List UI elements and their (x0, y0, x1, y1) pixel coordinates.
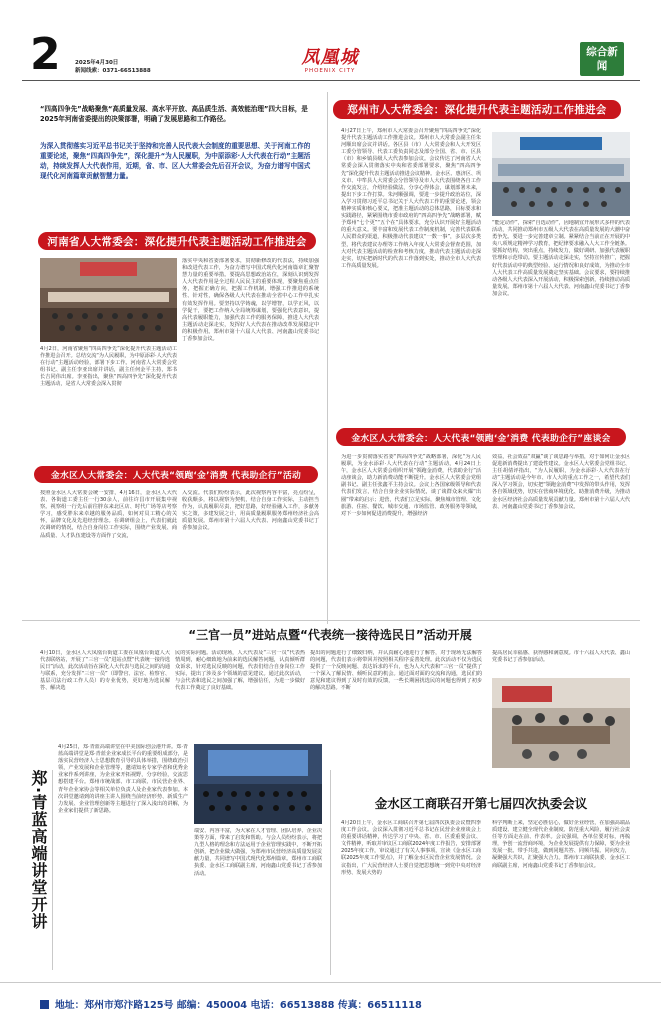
sanguan-col2: 民的实际问题。活动现场，人大代表及“三官一员”代表热情周到，耐心细致地为前来的选民解答问题，认真倾听群众诉求，针对选民反映的问题，代表们结合自身岗位工作实际，提出了涉及多个领域的意见建议。通过此次活动，与会代表和选民之间加强了解，增强信任，为进一步做好代表工作奠定了良好基础。 (175, 650, 305, 692)
reception-photo (492, 678, 630, 768)
lecture-divider (52, 770, 53, 970)
lecture-photo (194, 744, 322, 824)
lead-summary: 为深入贯彻落实习近平总书记关于坚持和完善人民代表大会制度的重要思想、关于河南工作的重要论述，聚焦“四高四争先”，深化提升“为人民履职，为中原添彩·人大代表在行动”主题活动，持续发挥人大代表作用，近期，省、市、区人大常委会先后召开会议，为奋力谱写中国式现代化河南篇章贡献智慧力量。 (40, 142, 311, 180)
logo-chinese: 凤凰城 (301, 47, 359, 68)
sanguan-col4: 提高居民幸福感、获得感和满意度。市十六届人大代表、鑫山党委书记丁香参加活动。 (492, 650, 630, 664)
lecture-col1: 4月25日，郑·青蓝高端讲堂在中美国际创会港开讲。郑·青蓝高端讲堂是郑·青蓝企业家成长平台的重要组成部分，是落实民营经济人士思想教育引导的具体举措，围绕政治引领，产业发展和企业管理等，邀请知名专家学者和优秀企业家作系列讲座，为企业家开拓视野，分享经验，交流思想搭建平台。郑州市统战部、市工商联、市民营企业界、青年企业家协会等相关单位负责人及企业家代表参加。本次讲堂邀请到的讲座主讲人围绕当前经济形势、新质生产力发展、企业管理创新等主题进行了深入浅出的讲解，为企业家们提供了新思路。 (58, 744, 188, 814)
federation-col2: 科学判断上来，坚定必胜信心，做好企业经营，在加强高端品质建设、建立健全现代企业制度、防范重大风险，履行社会责任等方面走在前、作表率。会议强调，各单位要对标，再梳理，争创一流营商环境，为企业发展提供有力保障，要为企业发展一批、带手共进，做到同题共答、同频共振、同向发力，凝聚强大共识，汇聚强大合力。郑州市工商联执委、金水区工商联副主席，河南鑫山党委书记丁香参加会议。 (492, 820, 630, 869)
masthead (0, 0, 661, 80)
news-hotline: 新闻线索：0371-66513888 (75, 68, 151, 74)
sanguan-headline: “三官一员”进站点暨“代表统一接待选民日”活动开展 (188, 628, 472, 642)
province-headline: 河南省人大常委会：深化提升代表主题活动工作推进会 (38, 232, 316, 250)
masthead-rule (22, 80, 640, 81)
consumption-col2: 效益，社会效益“双赢”谈了谈思路与举措，对于如何让金水区促进新消费提出了建设性建议。金水区人大常委会党组书记、主任胡倩评指出，“为人民履职，为金水添彩·人大代表在行动”主题活动是今年市、市人大的重点工作之一，希望代表们深入学习领会，切实把“领跑金消费”中发挥的带头作用，发挥各自领域优势，切实在营商环境优化、助推消费升级，为推动金水区经济社会高质量发展贡献力量。郑州市第十六届人大代表、河南鑫山党委书记丁香参加会议。 (492, 454, 630, 510)
enterprise-headline: 金水区人大常委会：人大代表“领跑‘金’消费 代表助企行”活动 (34, 466, 318, 483)
municipal-headline: 郑州市人大常委会：深化提升代表主题活动工作推进会 (333, 100, 621, 119)
sanguan-photo (492, 678, 630, 768)
municipal-photo (492, 132, 630, 216)
issue-date: 2025年4月30日 (75, 60, 119, 66)
sanguan-col3: 提出的问题进行了细致归纳，并认真耐心地进行了解答，对于现场无法解答的问题，代表们表示将带回并按照相关程序妥善处理。此次活动不仅为选民提供了一个反映问题、表达诉求的平台，也为人大代表和“三官一员”提供了一个深入了解民情、倾听民意的机会。通过面对面的交流和沟通，选民们的意见和建议得到了及时有效的反馈，一些长期困扰选民的问题也得到了初步的解决思路。不断 (310, 650, 482, 692)
column-divider (327, 92, 328, 624)
sanguan-col1: 4月10日，金水区人大凤凰台街道工委在凤凰台街道人大代表联络站，开展了“三官一员”进站点暨“代表统一接待选民日”活动，此次活动旨在深化人大代表与选民之间的沟通与联系，充分发挥“三官一员”（即警官、法官、检察官、基层司法行政工作人员）的专业优势，更好地为选民解答、解决选 (40, 650, 170, 692)
enterprise-col1: 按照金水区人大常委会统一安排，4月16日，金水区人大代表、各街道工委主任一行30余人，前往许昌市开展集中视察。视察组一行先后前往胖东来北区店、时代广场等店考察学习，感受胖东来卓越的服务品质，如何对员工精心的关怀，品牌文化及先进经营理念。在调研组会上，代表们就此次调研的情况，结合自身岗位工作实际，围绕产业发展、商品质量、人才队伍建设等方面作了交流， (40, 490, 177, 539)
paper-logo (290, 48, 370, 78)
lecture-hall-photo (194, 744, 322, 824)
footer-contact: 地址：郑州市郑汴路125号 邮编：450004 电话：66513888 传真：66511118 (40, 997, 422, 1011)
page-number: 2 (30, 29, 61, 80)
province-photo (40, 258, 177, 342)
municipal-col2: “能定动作”，探索“自选动作”，因地制宜开展形式多样的代表活动，共同推动郑州市五级人大代表在高质量发展的大潮中奋勇争先。要进一步完善建章立制。紧紧结合当前正在开展的中央八项规定精神学习教育，把纪律要求融入人大工作全链条。要抓好结构，突出重点，持续发力，做好调研、加强代表履职管理和示范带动。要主题活动走深走实，坚持宣传推广，把握好代表活动中的典型经验、运行情况和良好成效，为推动全市人大代表工作高质量发展奠定坚实基础。会议要求，要持续推动各级人大代表深入开展活动，积极探索创新，持续推动高质量发展。郑州市第十六届人大代表、河南鑫山党委书记丁香参加会议。 (492, 220, 630, 297)
lecture-col2: 端安、内容丰富，为大家在人才管理、团队培养、企业决策等方面，带来了启发和帮助。与会人员纷纷表示，将把九型人格的理念和方法运用于企业管理实践中，不断开拓创新，把企业做大做强，为郑州市民营经济高质量发展贡献力量，共同谱写中国式现代化郑州篇章。郑州市工商联执委、金水区工商联副主席，河南鑫山党委书记丁香参加活动。 (194, 828, 322, 877)
municipal-col1: 4月27日上午，郑州市人大常委会召开聚焦“四高四争先”深化提升代表主题活动工作推进会议。郑州市人大常委会副主任朱河顺出席会议并讲话。各区县（市）人大常委会和人大开发区工委分管领导、代表工委负责同志及部分全国、省、市、区县（市）和乡镇县级人大代表参加会议。会议传达了河南省人大常委会深入贯彻落实中央和省委部署要求，聚焦“四高四争先”深化提升代表主题活动推进会议精神。金水区、惠济区、巩义市、中牟县人大常委会分管领导及市人大代表围绕各自工作作交流发言，介绍经验做法，分享心得体会，谋划部署未来，提出下步工作打算。朱河顺强调，要进一步提升政治站位，深入学习贯彻习近平总书记关于人大代表工作的重要论述，领会精神实质和核心要义，把准主题活动的总体思路，目标要求和实践路径，紧紧围绕市委市政府的“四高四争先”战略部署，赋予郑州“七个更”“五个在”具体要求，充分认识开展好主题活动的重大意义。要丰富和发展代表工作制度机制，完善代表联系人民群众的渠道，积极推动代表建议“一数一事”，多层次多类型，将代表建议办理等工作纳入年度人大常委会督查范围，加大对代表主题活动的检查和考核力度，推动代表主题活动走深走实，切实把新时代的代表工作落到实处，推动全市人大代表工作高质量发展。 (341, 128, 481, 269)
consumption-headline: 金水区人大常委会：人大代表“领跑‘金’消费 代表助企行”座谈会 (336, 428, 626, 446)
lecture-vertical-title: 郑·青蓝高端讲堂开讲 (29, 770, 48, 931)
enterprise-col2: 入交流。代表们纷纷表示，此次视察内容丰富，亮点纷呈，收获颇多，将以视察为契机，结合自身工作实际，主动担当作为，认真履职尽责，把好思路，好经验融入工作，多献务实之策，多建发展之计，用高质量履职服务郑州经济社会高质量发展。郑州市第十六届人大代表、河南鑫山党委书记丁香参加会议。 (182, 490, 319, 532)
municipal-meeting-photo (492, 132, 630, 216)
meeting-hall-photo (40, 258, 177, 342)
federation-headline: 金水区工商联召开第七届四次执委会议 (374, 796, 588, 811)
province-col1: 4月2日，河南省聚焦“四高四争先”深化提升代表主题活动工作推进会召开。总结交流“为人民履职，为中原添彩·人大代表在行动”主题活动经验，部署下步工作。河南省人大常委会党组书记、副主任李亚出席并讲话，副主任何金平主持，郑书长吉同伟出席。李亚指出，聚焦“四高四争先”深化提升代表主题活动，是省人大常委会深入贯彻 (40, 346, 177, 388)
section-label: 综合新闻 (580, 42, 624, 76)
consumption-col1: 为进一步贯彻落实省委“四高四争先”战略部署，深化“为人民履职，为金水添彩·人大代表在行动”主题活动，4月24日上午，金水区人大常委会组织开展“领跑金消费，代表助企行”活动座谈会，助力新消费动能不断提升。金水区人大常委会党组副书记、副主任张鑫平主持会议。会议上各国家级领导和代表代表们发言，结合自身企业实际情况，谈了谈群众来火爆“出圈”带来的启示；进营，代表们立足实际，聚焦城市管理、文化旅游、住宿、餐饮、城市交通、市场监管、政务服务等领域，对下一步如何促进消费提升，增强经济 (341, 454, 481, 517)
logo-english: PHOENIX CITY (304, 68, 356, 74)
lecture-federation-divider (330, 770, 331, 975)
federation-col1: 4月20日上午，金水区工商联召开第七届四次执委会议暨四季度工作会议。会议深入贯彻习近平总书记在民营企业座谈会上的重要讲话精神，传达学习了中央、省、市、区委重要会议、文件精神，听取并审议区工商联2024年度工作报告，安排部署2025年度工作，审议通过了有关人事事项，宣读《金水区工商联2025年度工作要点》，并了解金水区民营企业发展情况。会议指出，广大民营经济人士要自觉把思想统一到党中央对经济形势、发展大势的 (341, 820, 481, 876)
section-rule (22, 620, 640, 621)
footer-bar (0, 982, 661, 1024)
lead-intro: “四高四争先”战略聚焦“高质量发展、高水平开放、高品质生活、高效能治理”四大目标，是2025年河南省委提出的决策部署，明确了发展思路和工作路径。 (40, 105, 308, 123)
province-col2: 落实中央和省委部署要求，贯彻新修改的代表法，持续加强和改进代表工作，为奋力谱写中国式现代化河南篇章汇聚智慧力量的重要举措。要提高思想政治站位，深刻认识到发挥人大代表作用是全过程人民民主的重要体现，要聚焦重点任务，把握正确方向，把握工作机制，增强工作推进的系统性、针对性，确保各级人大代表在推动全省中心工作中扎实有效发挥作用。要坚持以学铸魂，以学增智，以学正风，以学促干，要把工作纳入全局统筹谋划，要强化代表意识，提高代表履职能力，加强代表工作的服务保障，推进人大代表主题活动走深走实，发挥好人大代表在推动改革发展稳定中的积极作用。郑州市第十六届人大代表、河南鑫山党委书记丁香参加会议。 (182, 258, 319, 343)
footer-marker-icon (40, 1000, 49, 1009)
